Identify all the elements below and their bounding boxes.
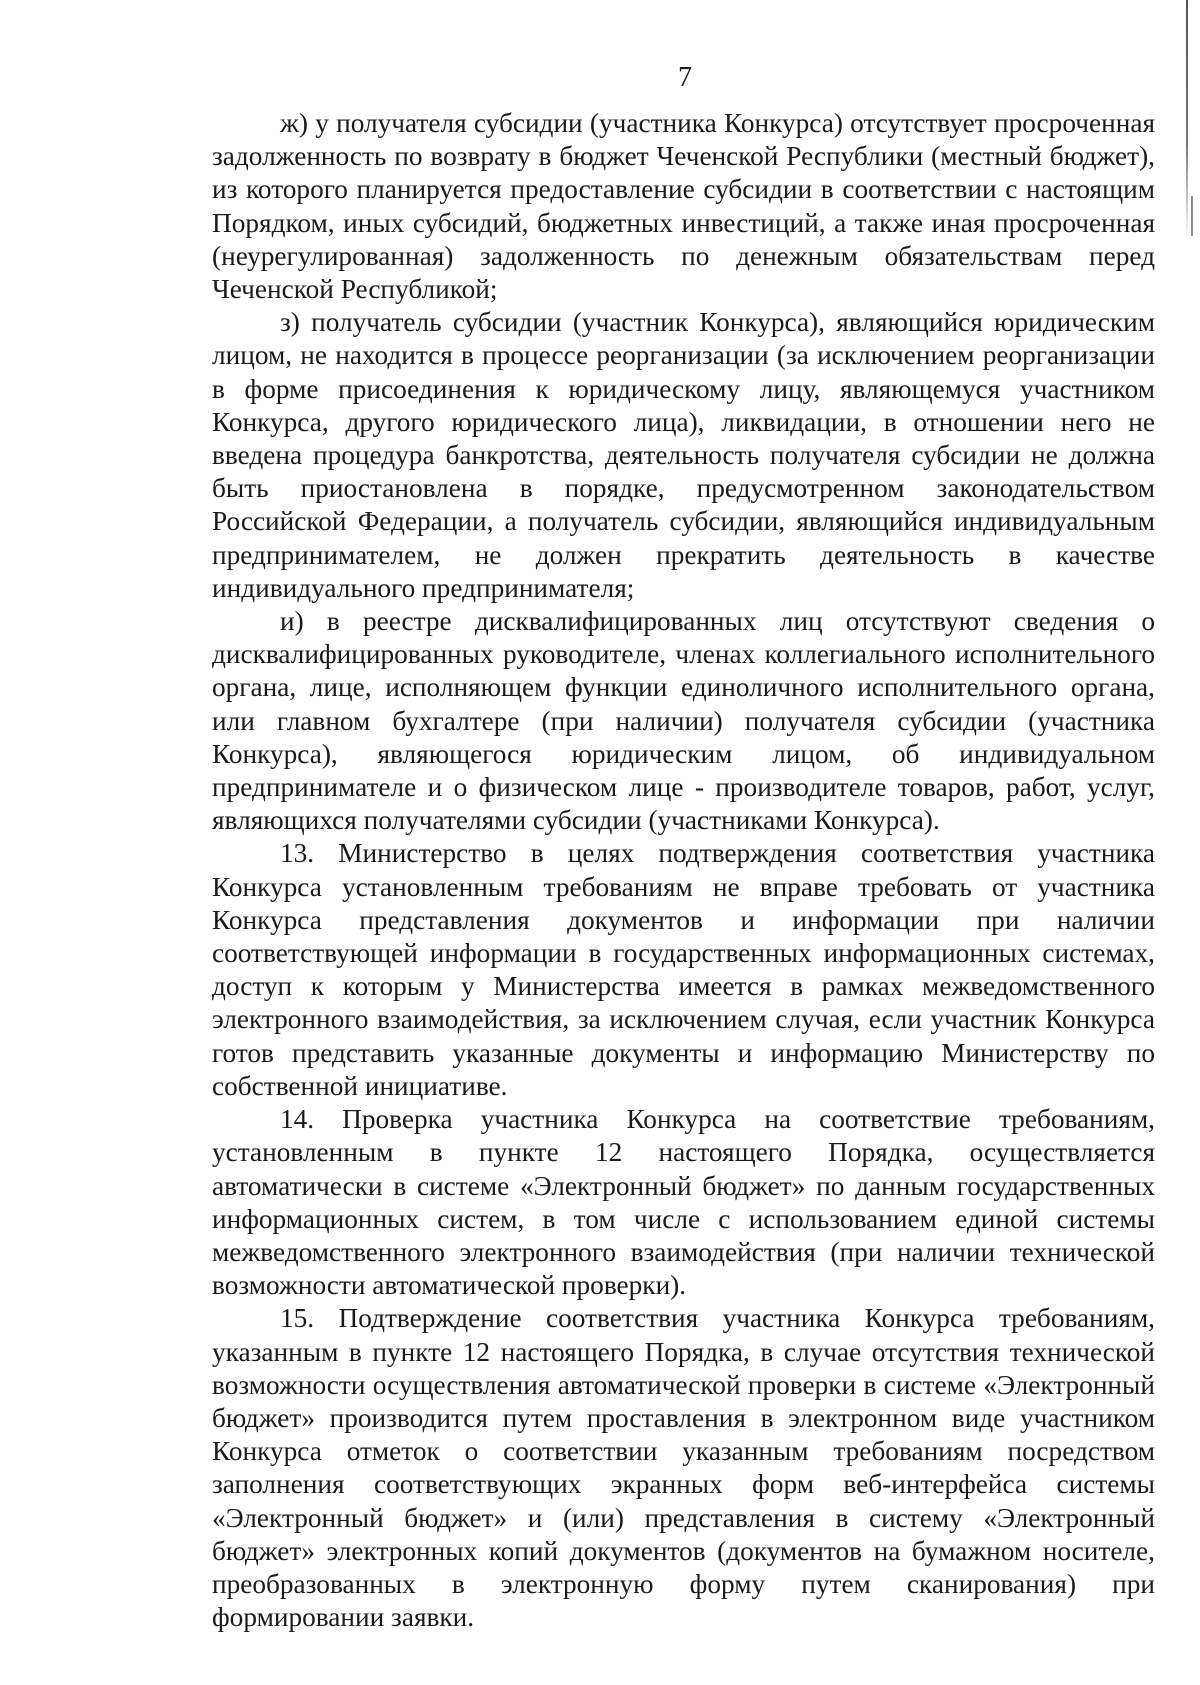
document-body	[212, 107, 1155, 1634]
paragraph-13: 13. Министерство в целях подтверждения соответствия участника Конкурса установленным требованиям не вправе требовать от участника Конкурса представления документов и информации при наличии соответствующей информации в государственных информационных системах, доступ к которым у Министерства имеется в рамках межведомственного электронного взаимодействия, за исключением случая, если участник Конкурса готов представить указанные документы и информацию Министерству по собственной инициативе.	[212, 838, 1155, 1101]
scan-edge-line	[1186, 0, 1188, 240]
paragraph-zh: ж) у получателя субсидии (участника Конкурса) отсутствует просроченная задолженность по возврату в бюджет Чеченской Республики (местный бюджет), из которого планируется предоставление субсидии в соответствии с настоящим Порядком, иных субсидий, бюджетных инвестиций, а также иная просроченная (неурегулированная) задолженность по денежным обязательствам перед Чеченской Республикой;	[212, 108, 1155, 305]
scan-edge-mark	[1191, 196, 1193, 236]
paragraph-15: 15. Подтверждение соответствия участника Конкурса требованиям, указанным в пункте 12 настоящего Порядка, в случае отсутствия технической возможности осуществления автоматической проверки в системе «Электронный бюджет» производится путем проставления в электронном виде участником Конкурса отметок о соответствии указанным требованиям посредством заполнения соответствующих экранных форм веб-интерфейса системы «Электронный бюджет» и (или) представления в систему «Электронный бюджет» электронных копий документов (документов на бумажном носителе, преобразованных в электронную форму путем сканирования) при формировании заявки.	[212, 1303, 1155, 1633]
page-number: 7	[678, 62, 692, 93]
paragraph-14: 14. Проверка участника Конкурса на соответствие требованиям, установленным в пункте 12 настоящего Порядка, осуществляется автоматически в системе «Электронный бюджет» по данным государственных информационных систем, в том числе с использованием единой системы межведомственного электронного взаимодействия (при наличии технической возможности автоматической проверки).	[212, 1104, 1155, 1301]
paragraph-z: з) получатель субсидии (участник Конкурса), являющийся юридическим лицом, не находится в процессе реорганизации (за исключением реорганизации в форме присоединения к юридическому лицу, являющемуся участником Конкурса, другого юридического лица), ликвидации, в отношении него не введена процедура банкротства, деятельность получателя субсидии не должна быть приостановлена в порядке, предусмотренном законодательством Российской Федерации, а получатель субсидии, являющийся индивидуальным предпринимателем, не должен прекратить деятельность в качестве индивидуального предпринимателя;	[212, 307, 1155, 603]
paragraph-i: и) в реестре дисквалифицированных лиц отсутствуют сведения о дисквалифицированных руководителе, членах коллегиального исполнительного органа, лице, исполняющем функции единоличного исполнительного органа, или главном бухгалтере (при наличии) получателя субсидии (участника Конкурса), являющегося юридическим лицом, об индивидуальном предпринимателе и о физическом лице - производителе товаров, работ, услуг, являющихся получателями субсидии (участниками Конкурса).	[212, 606, 1155, 836]
